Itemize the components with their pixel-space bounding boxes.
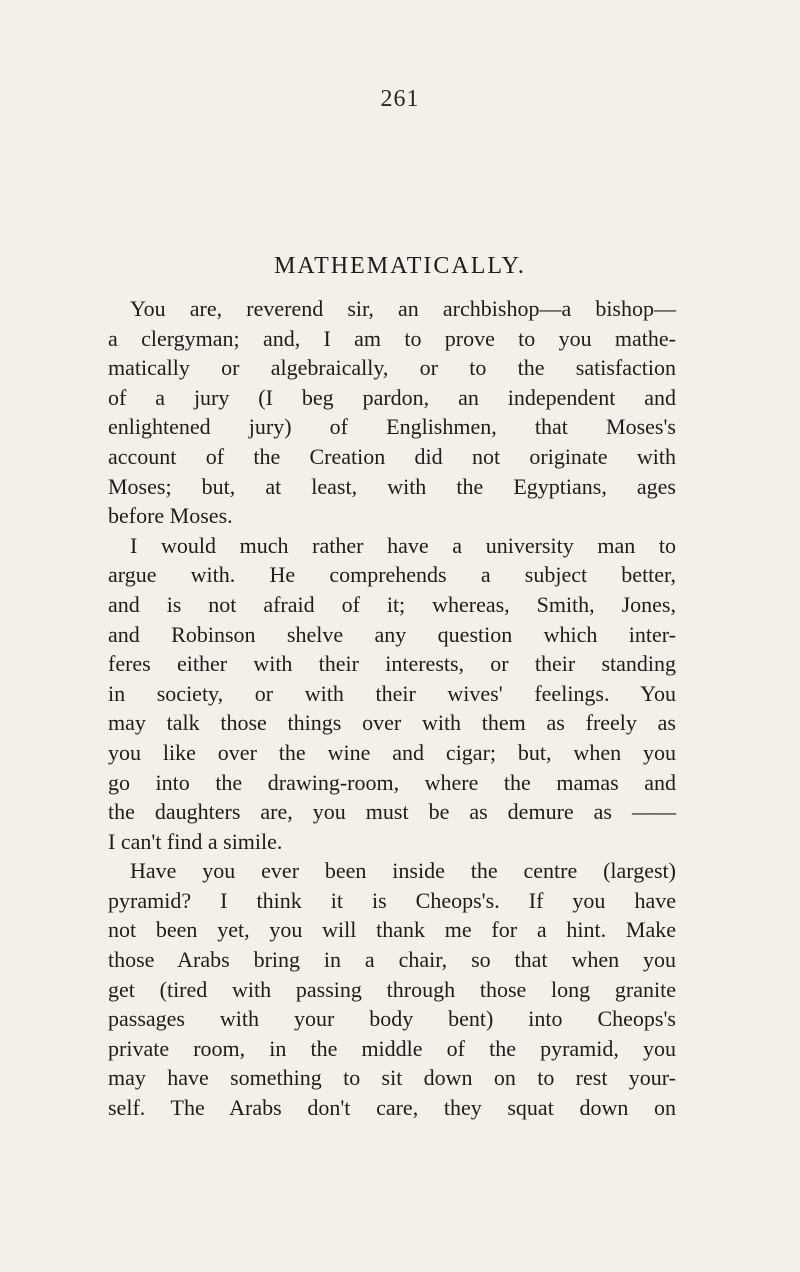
text-line: those Arabs bring in a chair, so that when you <box>108 947 676 973</box>
text-line: enlightened jury) of Englishmen, that Moses's <box>108 414 676 440</box>
text-line: private room, in the middle of the pyramid, you <box>108 1035 676 1061</box>
text-line: of a jury (I beg pardon, an independent and <box>108 384 676 410</box>
text-line: not been yet, you will thank me for a hint. Make <box>108 917 676 943</box>
text-line: and Robinson shelve any question which inter- <box>108 621 676 647</box>
text-line: argue with. He comprehends a subject better, <box>108 562 676 588</box>
text-line: self. The Arabs don't care, they squat down on <box>108 1095 676 1121</box>
text-line: go into the drawing-room, where the mamas and <box>108 769 676 795</box>
text-line: may talk those things over with them as freely as <box>108 710 676 736</box>
chapter-title: MATHEMATICALLY. <box>274 253 526 279</box>
paragraph-2 <box>108 531 676 857</box>
text-line: in society, or with their wives' feelings. You <box>108 680 676 706</box>
text-line: pyramid? I think it is Cheops's. If you have <box>108 887 676 913</box>
text-line: you like over the wine and cigar; but, when you <box>108 739 676 765</box>
text-line: the daughters are, you must be as demure as —— <box>108 799 676 825</box>
text-line: get (tired with passing through those long granite <box>108 976 676 1002</box>
text-line: matically or algebraically, or to the satisfaction <box>108 355 676 381</box>
text-line: before Moses. <box>108 503 233 529</box>
text-line: Moses; but, at least, with the Egyptians, ages <box>108 473 676 499</box>
text-line: Have you ever been inside the centre (largest) <box>130 858 676 884</box>
text-line: I can't find a simile. <box>108 828 283 854</box>
text-line: You are, reverend sir, an archbishop—a bishop— <box>130 296 676 321</box>
text-line: may have something to sit down on to rest your- <box>108 1065 676 1091</box>
text-line: account of the Creation did not originate with <box>108 443 676 469</box>
page-number: 261 <box>380 86 420 112</box>
paragraph-3 <box>108 856 676 1122</box>
text-line: I would much rather have a university man to <box>130 532 676 558</box>
body-text <box>108 294 676 1123</box>
text-line: a clergyman; and, I am to prove to you mathe- <box>108 325 676 351</box>
paragraph-1 <box>108 294 676 531</box>
text-line: and is not afraid of it; whereas, Smith, Jones, <box>108 591 676 617</box>
text-line: passages with your body bent) into Cheops's <box>108 1006 676 1032</box>
text-line: feres either with their interests, or their standing <box>108 651 676 677</box>
